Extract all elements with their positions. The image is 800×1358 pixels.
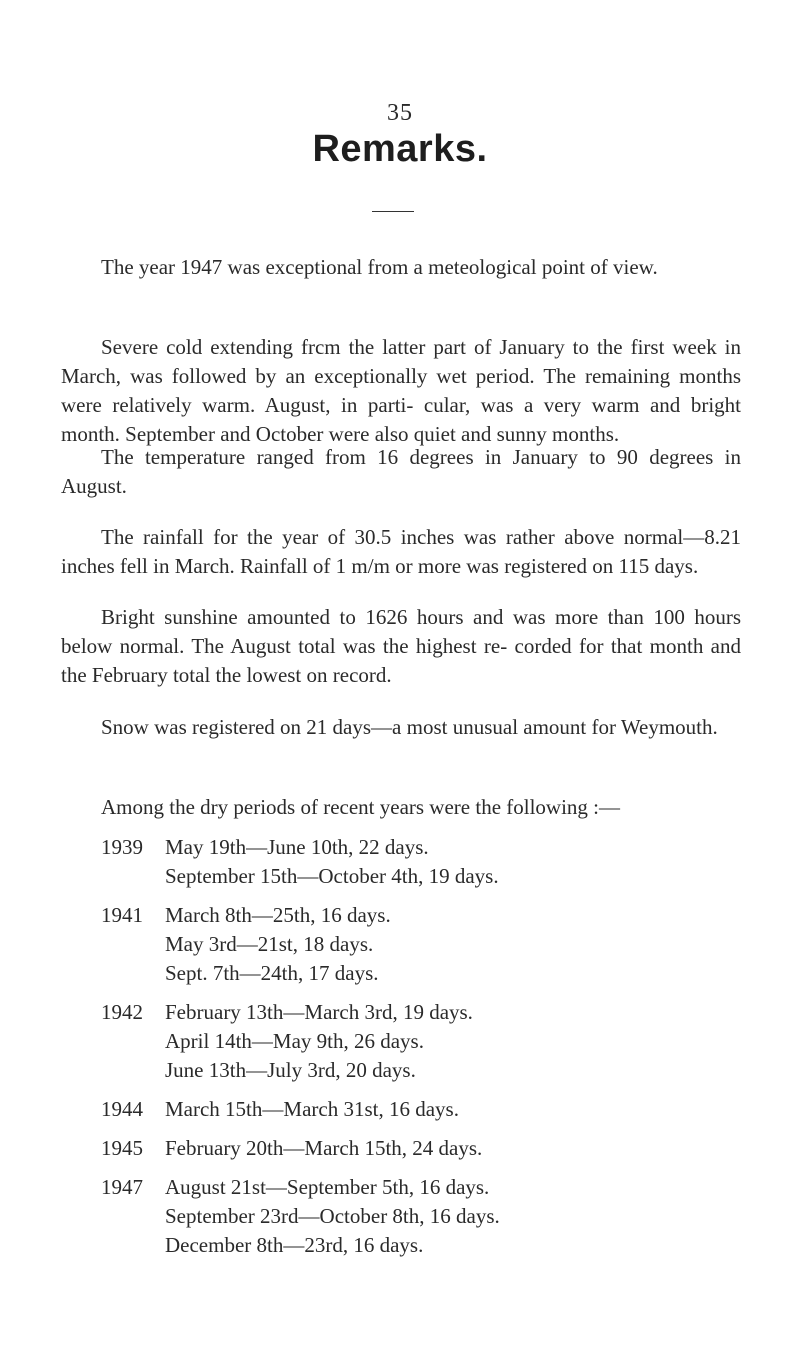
dry-period-entries (165, 833, 721, 891)
dry-period-year: 1939 (101, 835, 143, 859)
dry-period-entry: March 8th—25th, 16 days. (165, 903, 391, 927)
dry-period-group (101, 998, 721, 1085)
dry-period-entry: June 13th—July 3rd, 20 days. (165, 1058, 416, 1082)
dry-period-year: 1944 (101, 1097, 143, 1121)
dry-period-entry: August 21st—September 5th, 16 days. (165, 1175, 490, 1199)
page-number: 35 (387, 100, 413, 126)
dry-period-year: 1947 (101, 1175, 143, 1199)
paragraph-weather: Severe cold extending frcm the latter part of January to the first week in March, was followed by an exceptionally wet period. The remaining months were relatively warm. August, in parti- cular, was a very warm and bright month. September and October were also quiet and sunny months. (61, 335, 741, 446)
paragraph-rainfall: The rainfall for the year of 30.5 inches was rather above normal—8.21 inches fell in March. Rainfall of 1 m/m or more was registered on 115 days. (61, 525, 741, 578)
dry-period-entries (165, 901, 721, 988)
paragraph-snow: Snow was registered on 21 days—a most unusual amount for Weymouth. (101, 715, 718, 739)
dry-period-entry: May 3rd—21st, 18 days. (165, 932, 374, 956)
dry-period-entry: December 8th—23rd, 16 days. (165, 1233, 424, 1257)
dry-period-group (101, 1134, 721, 1163)
dry-period-entries (165, 1095, 721, 1124)
dry-period-entry: September 23rd—October 8th, 16 days. (165, 1204, 500, 1228)
dry-periods-list (101, 833, 721, 1270)
dry-period-group (101, 1095, 721, 1124)
dry-period-entries (165, 1173, 721, 1260)
paragraph-temperature: The temperature ranged from 16 degrees in January to 90 degrees in August. (61, 445, 741, 498)
dry-period-group (101, 833, 721, 891)
dry-period-year: 1945 (101, 1136, 143, 1160)
dry-period-entry: Sept. 7th—24th, 17 days. (165, 961, 379, 985)
dry-period-group (101, 1173, 721, 1260)
paragraph-dry-intro: Among the dry periods of recent years were the following :— (101, 795, 621, 819)
dry-period-entry: February 13th—March 3rd, 19 days. (165, 1000, 473, 1024)
dry-period-year: 1941 (101, 903, 143, 927)
dry-period-entry: February 20th—March 15th, 24 days. (165, 1136, 483, 1160)
title-divider (372, 211, 414, 212)
dry-period-entry: April 14th—May 9th, 26 days. (165, 1029, 424, 1053)
dry-period-entry: May 19th—June 10th, 22 days. (165, 835, 429, 859)
dry-period-group (101, 901, 721, 988)
paragraph-intro: The year 1947 was exceptional from a meteological point of view. (101, 255, 658, 279)
dry-period-entry: March 15th—March 31st, 16 days. (165, 1097, 459, 1121)
dry-period-entries (165, 998, 721, 1085)
dry-period-year: 1942 (101, 1000, 143, 1024)
page-title: Remarks. (312, 128, 488, 170)
dry-period-entries (165, 1134, 721, 1163)
dry-period-entry: September 15th—October 4th, 19 days. (165, 864, 499, 888)
paragraph-sunshine: Bright sunshine amounted to 1626 hours and was more than 100 hours below normal. The August total was the highest re- corded for that month and the February total the lowest on record. (61, 605, 741, 687)
